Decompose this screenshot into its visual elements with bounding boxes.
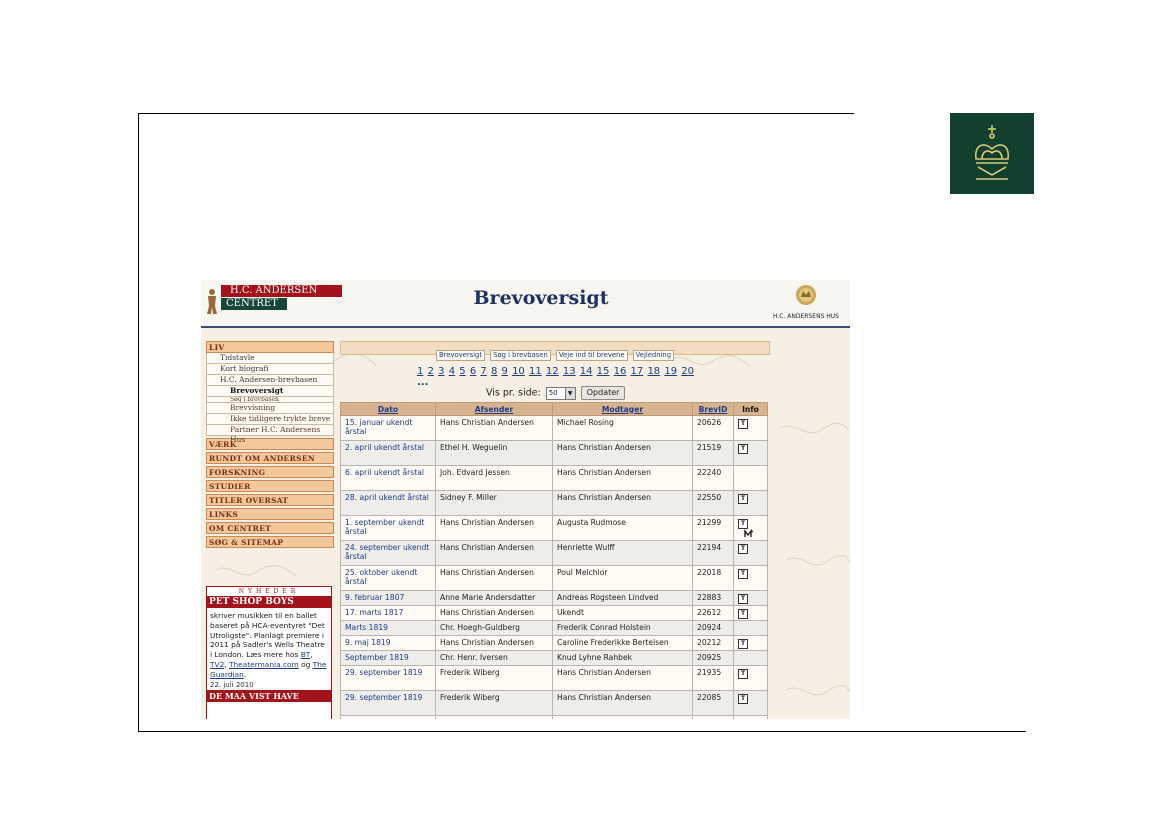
cell-sender: Hans Christian Andersen xyxy=(436,416,553,441)
chevron-down-icon: ▼ xyxy=(565,388,575,399)
nav-category-soeg-sitemap[interactable]: SØG & SITEMAP xyxy=(206,536,334,548)
cell-date[interactable]: 25. oktober ukendt årstal xyxy=(341,566,436,591)
transcript-icon[interactable]: T xyxy=(738,544,748,554)
cell-id: 22018 xyxy=(693,566,734,591)
cell-recipient: Augusta Rudmose xyxy=(553,516,693,541)
page-link[interactable]: 18 xyxy=(647,366,661,377)
transcript-icon[interactable]: T xyxy=(738,519,748,529)
transcript-icon[interactable]: T xyxy=(738,419,748,429)
cell-sender: Hans Christian Andersen xyxy=(436,636,553,651)
nav-category-titler-oversat[interactable]: TITLER OVERSAT xyxy=(206,494,334,506)
cell-id: 20212 xyxy=(693,636,734,651)
cell-info xyxy=(734,566,768,591)
cell-id: 22550 xyxy=(693,491,734,516)
cell-info xyxy=(734,691,768,716)
cell-recipient: Andreas Rogsteen Lindved xyxy=(553,591,693,606)
table-row xyxy=(341,416,768,441)
news-title[interactable]: PET SHOP BOYS xyxy=(207,596,331,608)
news-header: NYHEDER xyxy=(238,588,300,595)
letters-table xyxy=(340,402,768,719)
cell-recipient: Knud Lyhne Rahbek xyxy=(553,651,693,666)
cell-date[interactable]: 29. september 1819 xyxy=(341,691,436,716)
cell-info xyxy=(734,541,768,566)
news-date: 22. juli 2010 xyxy=(210,680,254,689)
cell-recipient: Michael Rosing xyxy=(553,416,693,441)
page-link[interactable]: 10 xyxy=(512,366,525,377)
table-row xyxy=(341,666,768,691)
per-page-value: 50 xyxy=(548,388,558,397)
page-link[interactable]: 12 xyxy=(545,366,559,377)
page-link[interactable]: 19 xyxy=(664,366,678,377)
cell-sender: Chr. Hoegh-Guldberg xyxy=(436,621,553,636)
cell-date[interactable]: 1. september ukendt årstal xyxy=(341,516,436,541)
cell-sender: Hans Christian Andersen xyxy=(436,516,553,541)
side-navigation xyxy=(206,341,334,550)
cell-empty xyxy=(436,716,553,720)
page-link[interactable]: 16 xyxy=(613,366,627,377)
cell-sender: Anne Marie Andersdatter xyxy=(436,591,553,606)
news-link-theatermania[interactable]: Theatermania.com xyxy=(228,659,299,669)
logo-line1: H.C. ANDERSEN xyxy=(221,285,342,297)
cell-date[interactable]: Marts 1819 xyxy=(341,621,436,636)
page-link[interactable]: 9 xyxy=(501,366,508,377)
crown-logo xyxy=(950,113,1034,194)
page-link[interactable]: 3 xyxy=(438,366,445,377)
table-row xyxy=(341,466,768,491)
col-header-dato[interactable]: Dato xyxy=(341,403,436,416)
page-link[interactable]: 5 xyxy=(459,366,466,377)
cell-sender: Joh. Edvard Jessen xyxy=(436,466,553,491)
col-header-brevid[interactable]: BrevID xyxy=(693,403,734,416)
page-link[interactable]: 1 xyxy=(417,366,424,377)
page-link[interactable]: 11 xyxy=(528,366,542,377)
cell-info xyxy=(734,466,768,491)
cell-sender: Hans Christian Andersen xyxy=(436,606,553,621)
page-link[interactable]: 17 xyxy=(630,366,644,377)
nav-item-brevvisning[interactable]: Brevvisning xyxy=(206,403,334,414)
col-header-info: Info xyxy=(734,403,768,416)
cell-id: 22612 xyxy=(693,606,734,621)
nav-category-forskning[interactable]: FORSKNING xyxy=(206,466,334,478)
page-link[interactable]: 8 xyxy=(490,366,498,377)
table-row xyxy=(341,516,768,541)
page-link[interactable]: 7 xyxy=(480,366,487,377)
news-body xyxy=(207,608,331,680)
andersen-figure-icon xyxy=(206,288,218,314)
crown-icon xyxy=(970,123,1014,185)
cell-info xyxy=(734,606,768,621)
cell-empty xyxy=(693,716,734,720)
transcript-icon[interactable]: T xyxy=(738,594,748,604)
cell-info xyxy=(734,591,768,606)
news-sep: , xyxy=(310,650,313,660)
cell-date[interactable]: 9. februar 1807 xyxy=(341,591,436,606)
transcript-icon[interactable]: T xyxy=(738,569,748,579)
cell-id: 20925 xyxy=(693,651,734,666)
cell-sender: Chr. Henr. Iversen xyxy=(436,651,553,666)
cell-date[interactable]: 2. april ukendt årstal xyxy=(341,441,436,466)
nav-item-brevbasen[interactable]: H.C. Andersen-brevbasen xyxy=(206,375,334,386)
nav-item-tidstavle[interactable]: Tidstavle xyxy=(206,353,334,364)
table-row xyxy=(341,691,768,716)
page-link[interactable]: 6 xyxy=(469,366,477,377)
cell-recipient: Hans Christian Andersen xyxy=(553,666,693,691)
news-sep: . xyxy=(243,669,247,679)
nav-category-rundt-om-andersen[interactable]: RUNDT OM ANDERSEN xyxy=(206,452,334,464)
table-row xyxy=(341,441,768,466)
table-row xyxy=(341,491,768,516)
nav-category-studier[interactable]: STUDIER xyxy=(206,480,334,492)
transcript-icon[interactable]: T xyxy=(738,609,748,619)
cell-info xyxy=(734,621,768,636)
cell-id: 20626 xyxy=(693,416,734,441)
cell-id: 22883 xyxy=(693,591,734,606)
page-link[interactable]: 13 xyxy=(562,366,576,377)
slide-frame-left xyxy=(138,113,139,732)
page-link[interactable]: 4 xyxy=(448,366,456,377)
cell-sender: Sidney F. Miller xyxy=(436,491,553,516)
page-title: Brevoversigt xyxy=(473,287,609,309)
cell-empty xyxy=(341,716,436,720)
embedded-website-screenshot xyxy=(201,280,850,719)
nav-item-brevoversigt[interactable]: Brevoversigt xyxy=(206,386,334,397)
tab-veje-ind[interactable]: Veje ind til brevene xyxy=(556,350,628,361)
cell-recipient: Hans Christian Andersen xyxy=(553,491,693,516)
hus-crest-icon xyxy=(795,284,817,306)
cell-id: 22085 xyxy=(693,691,734,716)
cell-date[interactable]: 24. september ukendt årstal xyxy=(341,541,436,566)
cell-date[interactable]: 6. april ukendt årstal xyxy=(341,466,436,491)
cell-recipient: Caroline Frederikke Bertelsen xyxy=(553,636,693,651)
table-row xyxy=(341,606,768,621)
cell-info xyxy=(734,666,768,691)
col-header-modtager[interactable]: Modtager xyxy=(553,403,693,416)
news-sep: , xyxy=(224,659,229,669)
site-header xyxy=(201,280,850,328)
cell-date[interactable]: 28. april ukendt årstal xyxy=(341,491,436,516)
cell-id: 20924 xyxy=(693,621,734,636)
logo-line2: CENTRET xyxy=(221,298,287,310)
tab-vejledning[interactable]: Vejledning xyxy=(633,350,674,361)
table-row xyxy=(341,621,768,636)
nav-item-partner-hus[interactable]: Partner H.C. Andersens Hus xyxy=(206,425,334,436)
nav-category-links[interactable]: LINKS xyxy=(206,508,334,520)
cell-id: 21935 xyxy=(693,666,734,691)
table-row xyxy=(341,541,768,566)
slide-frame-top xyxy=(138,113,854,114)
news-link-guardian[interactable]: The Guardian xyxy=(210,659,327,679)
page-link[interactable]: 15 xyxy=(596,366,610,377)
table-row xyxy=(341,636,768,651)
page-link[interactable]: 2 xyxy=(427,366,434,377)
col-header-afsender[interactable]: Afsender xyxy=(436,403,553,416)
news-text: skriver musikken til en ballet baseret på HCA-eventyret "Det Utroligste". Planlagt premiere i 2011 på Sadler's Wells Theatre i London. Læs mere hos xyxy=(210,611,325,660)
transcript-icon[interactable]: T xyxy=(738,669,748,679)
cell-id: 22194 xyxy=(693,541,734,566)
cell-id: 22240 xyxy=(693,466,734,491)
transcript-icon[interactable]: T xyxy=(738,639,748,649)
cell-recipient: Hans Christian Andersen xyxy=(553,466,693,491)
cell-info xyxy=(734,636,768,651)
cell-recipient: Ukendt xyxy=(553,606,693,621)
cell-recipient: Hans Christian Andersen xyxy=(553,691,693,716)
slide-frame-bottom xyxy=(138,731,1026,732)
cell-sender: Frederik Wiberg xyxy=(436,691,553,716)
table-row xyxy=(341,651,768,666)
nav-item-ikke-trykte[interactable]: Ikke tidligere trykte breve xyxy=(206,414,334,425)
transcript-icon[interactable]: T xyxy=(738,694,748,704)
table-row xyxy=(341,591,768,606)
page-link[interactable]: 20 xyxy=(681,366,695,377)
subnav-tabs xyxy=(340,341,770,359)
cell-date[interactable]: 17. marts 1817 xyxy=(341,606,436,621)
cell-empty xyxy=(734,716,768,720)
cell-info xyxy=(734,516,768,541)
nav-item-kort-biografi[interactable]: Kort biografi xyxy=(206,364,334,375)
news-box xyxy=(206,586,332,719)
per-page-control xyxy=(486,386,625,400)
table-row xyxy=(341,566,768,591)
cell-id: 21299 xyxy=(693,516,734,541)
cell-info xyxy=(734,491,768,516)
update-button[interactable]: Opdater xyxy=(581,386,626,400)
andersen-centret-logo[interactable] xyxy=(206,285,346,315)
hca-hus-logo[interactable] xyxy=(766,284,846,320)
news-link-tv2[interactable]: TV2 xyxy=(210,659,225,669)
cell-empty xyxy=(553,716,693,720)
cell-sender: Hans Christian Andersen xyxy=(436,541,553,566)
cell-sender: Hans Christian Andersen xyxy=(436,566,553,591)
tab-soeg-brevbasen[interactable]: Søg i brevbasen xyxy=(490,350,551,361)
pagination xyxy=(417,366,707,388)
nav-category-vaerk[interactable]: VÆRK xyxy=(206,438,334,450)
cell-date[interactable]: 9. maj 1819 xyxy=(341,636,436,651)
cell-sender: Ethel H. Weguelin xyxy=(436,441,553,466)
page-more[interactable]: ... xyxy=(417,377,429,388)
nav-item-soeg-brevbasen[interactable]: Søg i brevbasen xyxy=(206,397,334,403)
news-sep: og xyxy=(298,659,313,669)
nav-category-liv[interactable]: LIV xyxy=(206,341,334,353)
per-page-select[interactable] xyxy=(546,387,576,400)
cell-date[interactable]: 29. september 1819 xyxy=(341,666,436,691)
cell-info xyxy=(734,441,768,466)
nav-category-om-centret[interactable]: OM CENTRET xyxy=(206,522,334,534)
cell-date[interactable]: 15. januar ukendt årstal xyxy=(341,416,436,441)
cell-recipient: Hans Christian Andersen xyxy=(553,441,693,466)
cell-id: 21519 xyxy=(693,441,734,466)
hus-logo-text: H.C. ANDERSENS HUS xyxy=(772,313,839,320)
news-next-title[interactable]: DE MAA VIST HAVE xyxy=(207,690,331,702)
cell-recipient: Henriette Wulff xyxy=(553,541,693,566)
table-row-cut-off xyxy=(341,716,768,720)
tab-brevoversigt[interactable]: Brevoversigt xyxy=(436,350,485,361)
news-link-bt[interactable]: BT xyxy=(300,650,311,660)
cell-recipient: Frederik Conrad Holstein xyxy=(553,621,693,636)
cell-recipient: Poul Melchior xyxy=(553,566,693,591)
cell-date[interactable]: September 1819 xyxy=(341,651,436,666)
cell-info xyxy=(734,416,768,441)
cell-sender: Frederik Wiberg xyxy=(436,666,553,691)
transcript-icon[interactable]: T xyxy=(738,494,748,504)
manuscript-icon[interactable] xyxy=(744,529,754,538)
per-page-label: Vis pr. side: xyxy=(486,387,541,399)
cell-info xyxy=(734,651,768,666)
transcript-icon[interactable]: T xyxy=(738,444,748,454)
page-link[interactable]: 14 xyxy=(579,366,593,377)
